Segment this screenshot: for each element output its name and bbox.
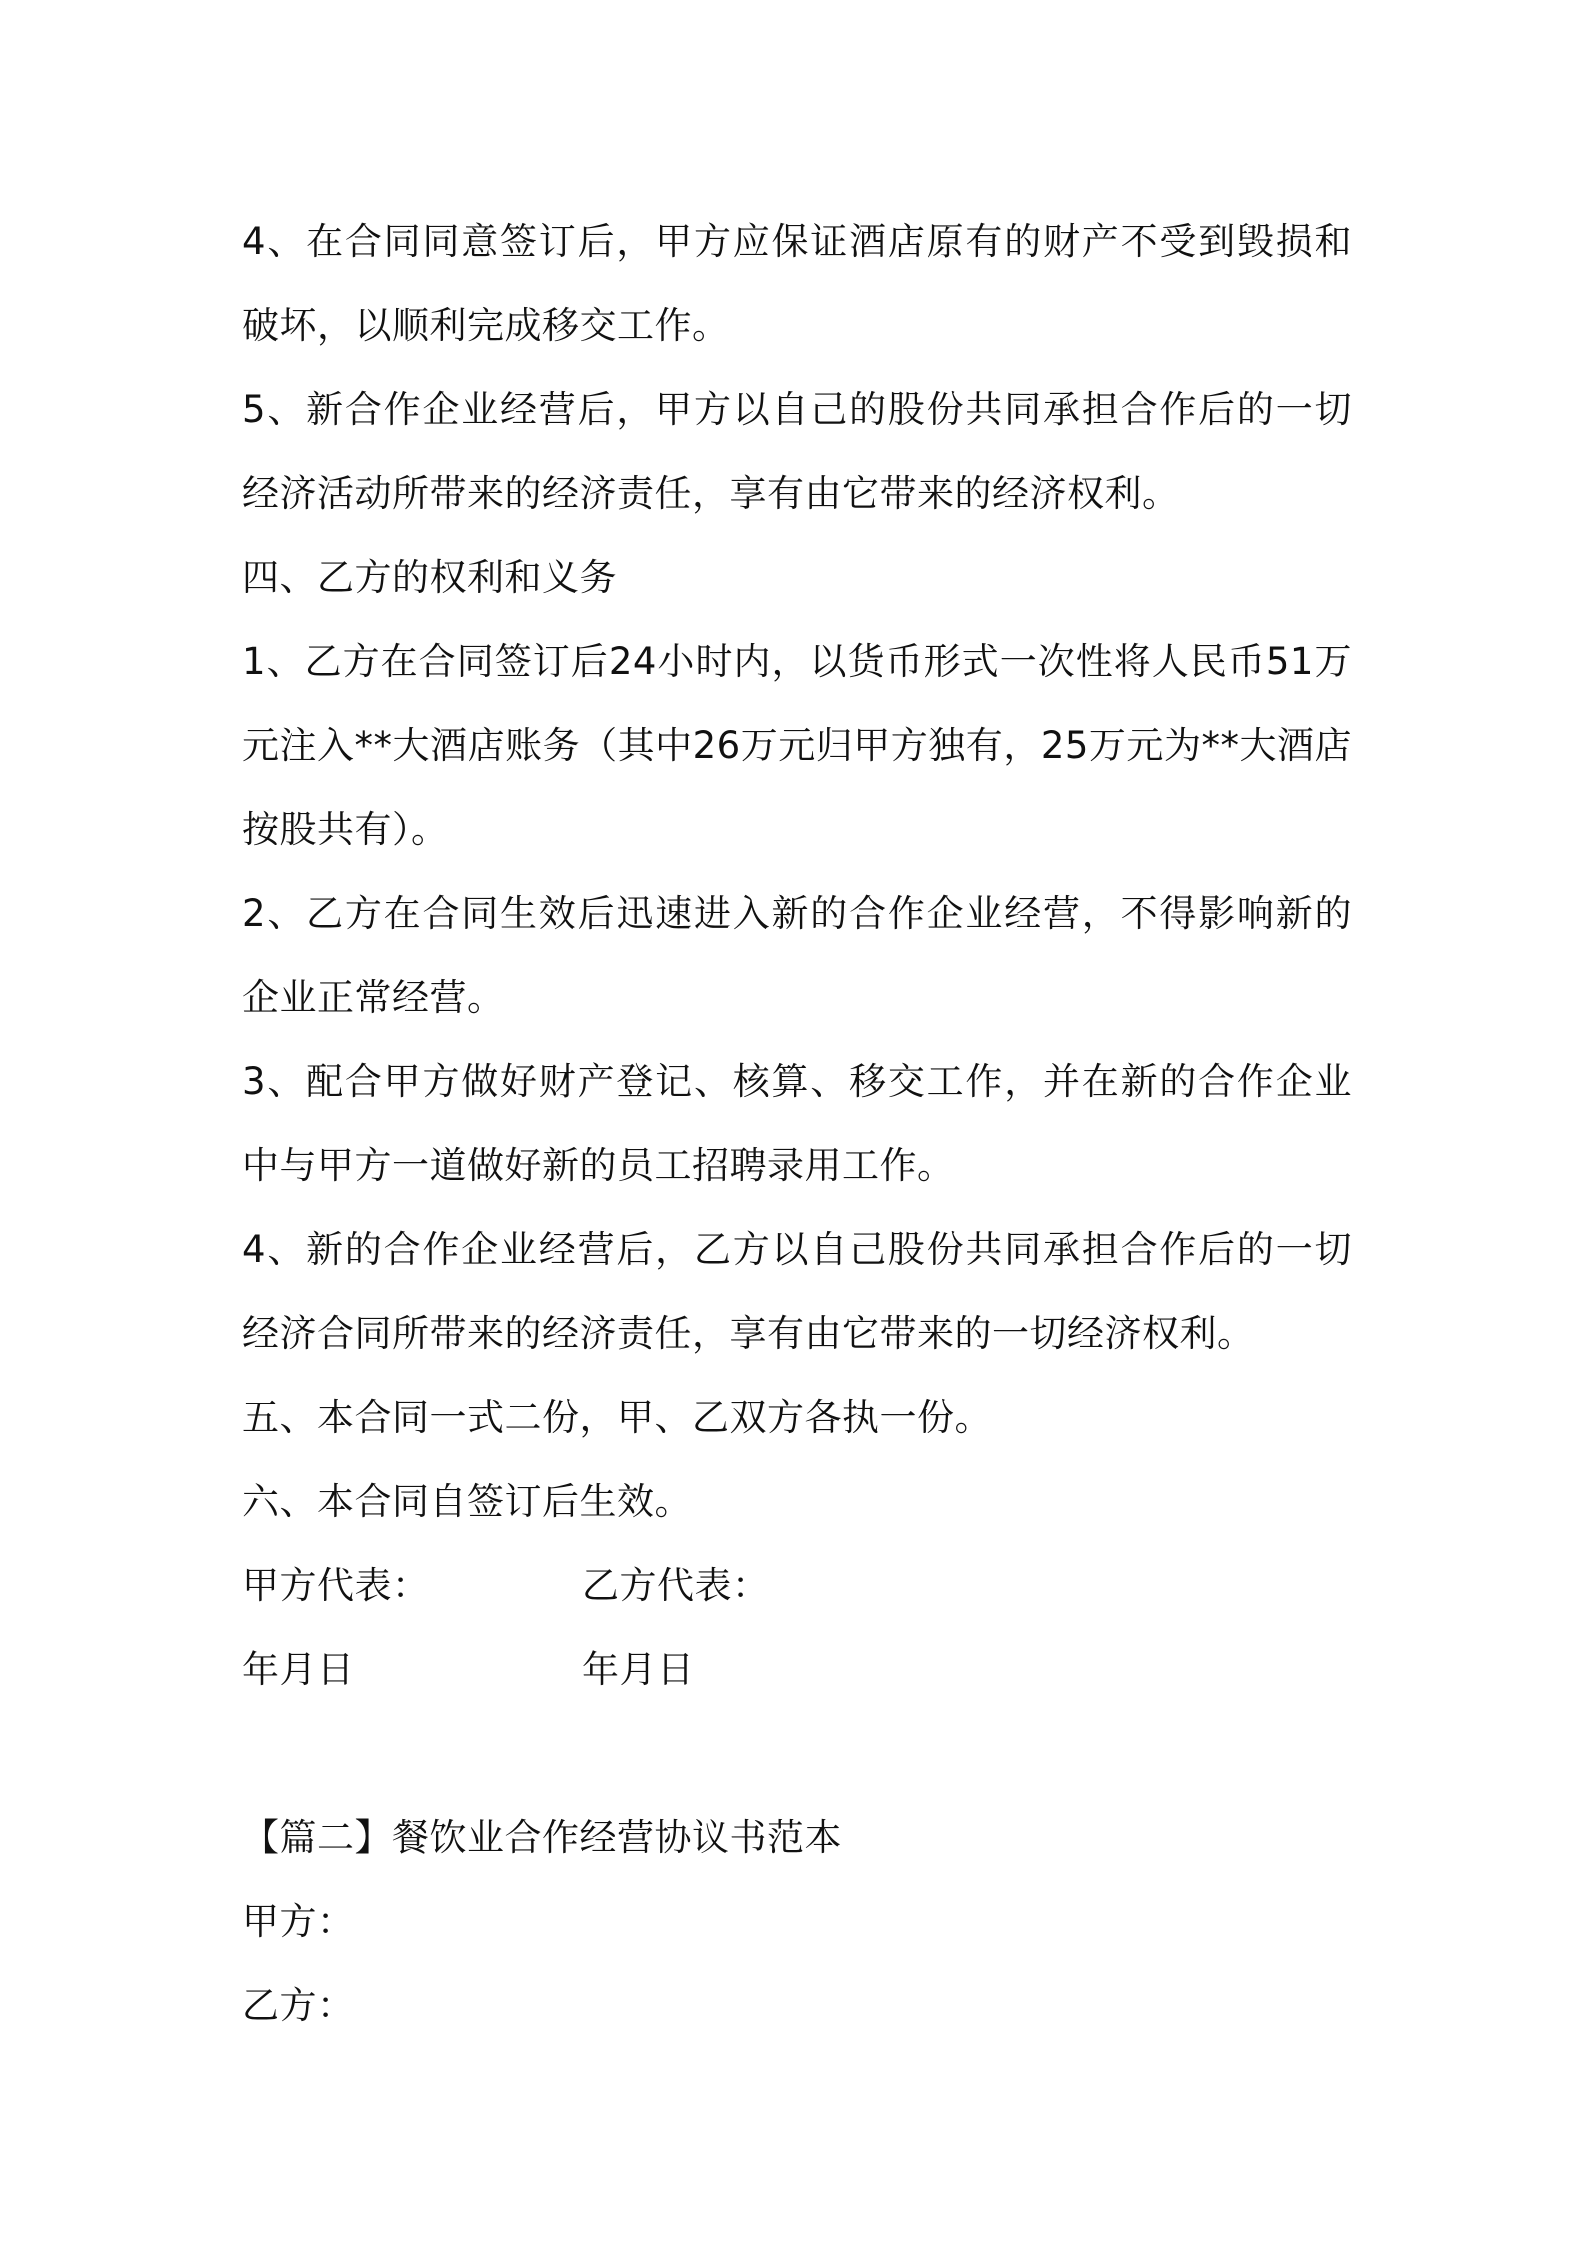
section-heading-four: 四、乙方的权利和义务: [242, 556, 617, 599]
section-spacer: [242, 1712, 1352, 1796]
clause-a5: 5、新合作企业经营后，甲方以自己的股份共同承担合作后的一切经济活动所带来的经济责任，享有由它带来的经济权利。: [242, 388, 1352, 515]
section-five: 五、本合同一式二份，甲、乙双方各执一份。: [242, 1396, 992, 1439]
section-two-title: 【篇二】餐饮业合作经营协议书范本: [242, 1816, 842, 1859]
section-two-party-b: 乙方：: [242, 1984, 355, 2027]
party-a-date-label: 年月日: [242, 1648, 355, 1691]
document-body: [242, 200, 1352, 2048]
clause-b1: 1、乙方在合同签订后24小时内，以货币形式一次性将人民币51万元注入**大酒店账务（其中26万元归甲方独有，25万元为**大酒店按股共有）。: [242, 640, 1352, 851]
party-a-rep-label: 甲方代表：: [242, 1564, 430, 1607]
signature-rep-row: [242, 1544, 1352, 1628]
section-two-party-a: 甲方：: [242, 1900, 355, 1943]
clause-b2: 2、乙方在合同生效后迅速进入新的合作企业经营，不得影响新的企业正常经营。: [242, 892, 1352, 1019]
party-b-rep-label: 乙方代表：: [582, 1564, 770, 1607]
clause-a4: 4、在合同同意签订后，甲方应保证酒店原有的财产不受到毁损和破坏，以顺利完成移交工作。: [242, 220, 1352, 347]
signature-date-row: [242, 1628, 1352, 1712]
clause-b3: 3、配合甲方做好财产登记、核算、移交工作，并在新的合作企业中与甲方一道做好新的员工招聘录用工作。: [242, 1060, 1352, 1187]
section-six: 六、本合同自签订后生效。: [242, 1480, 692, 1523]
clause-b4: 4、新的合作企业经营后，乙方以自己股份共同承担合作后的一切经济合同所带来的经济责任，享有由它带来的一切经济权利。: [242, 1228, 1352, 1355]
party-b-date-label: 年月日: [582, 1648, 695, 1691]
